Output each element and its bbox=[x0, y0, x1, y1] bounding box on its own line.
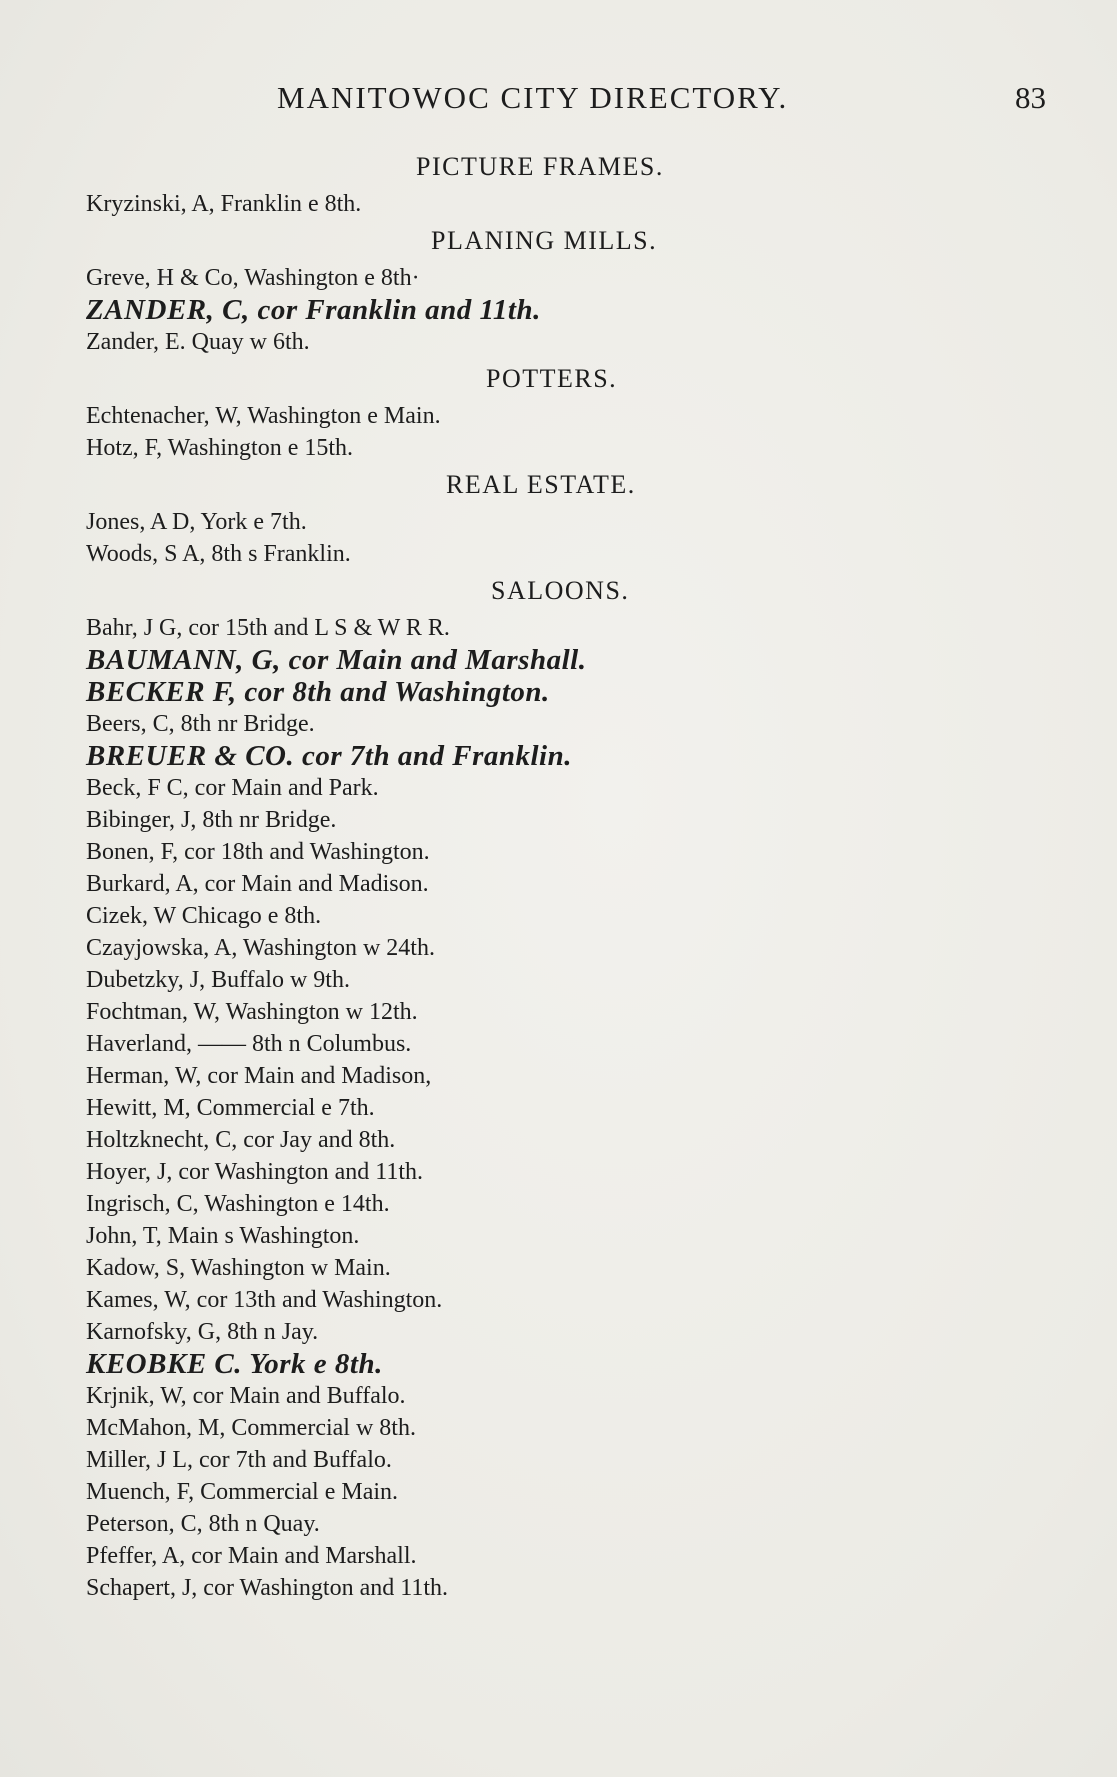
listing-entry: Kadow, S, Washington w Main. bbox=[86, 1255, 391, 1281]
listing-entry: Ingrisch, C, Washington e 14th. bbox=[86, 1191, 390, 1217]
listing-entry: Beck, F C, cor Main and Park. bbox=[86, 775, 379, 801]
page-number: 83 bbox=[1015, 80, 1046, 115]
listing-entry-advertised: BAUMANN, G, cor Main and Marshall. bbox=[86, 644, 587, 676]
directory-listing bbox=[86, 146, 1046, 1604]
listing-entry-advertised: BECKER F, cor 8th and Washington. bbox=[86, 676, 550, 708]
section-heading: REAL ESTATE. bbox=[446, 470, 636, 499]
listing-entry: Krjnik, W, cor Main and Buffalo. bbox=[86, 1383, 406, 1409]
listing-entry: Kames, W, cor 13th and Washington. bbox=[86, 1287, 443, 1313]
listing-entry: Fochtman, W, Washington w 12th. bbox=[86, 999, 418, 1025]
listing-entry: Bibinger, J, 8th nr Bridge. bbox=[86, 807, 337, 833]
section-heading: PICTURE FRAMES. bbox=[416, 152, 664, 181]
listing-entry: Hewitt, M, Commercial e 7th. bbox=[86, 1095, 375, 1121]
page-header bbox=[270, 80, 1050, 120]
directory-section bbox=[86, 358, 1046, 464]
listing-entry: Woods, S A, 8th s Franklin. bbox=[86, 541, 351, 567]
listing-entry: Holtzknecht, C, cor Jay and 8th. bbox=[86, 1127, 396, 1153]
directory-section bbox=[86, 570, 1046, 1604]
listing-entry: Hotz, F, Washington e 15th. bbox=[86, 435, 354, 461]
listing-entry: Hoyer, J, cor Washington and 11th. bbox=[86, 1159, 424, 1185]
listing-entry: Jones, A D, York e 7th. bbox=[86, 509, 307, 535]
listing-entry: Peterson, C, 8th n Quay. bbox=[86, 1511, 320, 1537]
listing-entry-advertised: KEOBKE C. York e 8th. bbox=[86, 1348, 383, 1380]
listing-entry: Karnofsky, G, 8th n Jay. bbox=[86, 1319, 319, 1345]
listing-entry: Pfeffer, A, cor Main and Marshall. bbox=[86, 1543, 417, 1569]
listing-entry: Echtenacher, W, Washington e Main. bbox=[86, 403, 441, 429]
listing-entry: Bahr, J G, cor 15th and L S & W R R. bbox=[86, 615, 450, 641]
listing-entry: Schapert, J, cor Washington and 11th. bbox=[86, 1575, 449, 1601]
listing-entry: Zander, E. Quay w 6th. bbox=[86, 329, 310, 355]
listing-entry-advertised: BREUER & CO. cor 7th and Franklin. bbox=[86, 740, 572, 772]
running-head: MANITOWOC CITY DIRECTORY. bbox=[277, 80, 789, 115]
section-heading: POTTERS. bbox=[486, 364, 618, 393]
section-heading: PLANING MILLS. bbox=[431, 226, 658, 255]
section-heading: SALOONS. bbox=[491, 576, 630, 605]
directory-section bbox=[86, 146, 1046, 220]
listing-entry: John, T, Main s Washington. bbox=[86, 1223, 360, 1249]
listing-entry: Herman, W, cor Main and Madison, bbox=[86, 1063, 432, 1089]
listing-entry: Bonen, F, cor 18th and Washington. bbox=[86, 839, 430, 865]
listing-entry: Dubetzky, J, Buffalo w 9th. bbox=[86, 967, 350, 993]
listing-entry: Kryzinski, A, Franklin e 8th. bbox=[86, 191, 362, 217]
listing-entry: Muench, F, Commercial e Main. bbox=[86, 1479, 399, 1505]
listing-entry: Haverland, —— 8th n Columbus. bbox=[86, 1031, 412, 1057]
listing-entry: McMahon, M, Commercial w 8th. bbox=[86, 1415, 416, 1441]
listing-entry-advertised: ZANDER, C, cor Franklin and 11th. bbox=[86, 294, 541, 326]
listing-entry: Burkard, A, cor Main and Madison. bbox=[86, 871, 429, 897]
directory-section bbox=[86, 220, 1046, 358]
listing-entry: Miller, J L, cor 7th and Buffalo. bbox=[86, 1447, 392, 1473]
listing-entry: Beers, C, 8th nr Bridge. bbox=[86, 711, 315, 737]
listing-entry: Czayjowska, A, Washington w 24th. bbox=[86, 935, 435, 961]
listing-entry: Cizek, W Chicago e 8th. bbox=[86, 903, 322, 929]
directory-section bbox=[86, 464, 1046, 570]
listing-entry: Greve, H & Co, Washington e 8th· bbox=[86, 265, 420, 291]
